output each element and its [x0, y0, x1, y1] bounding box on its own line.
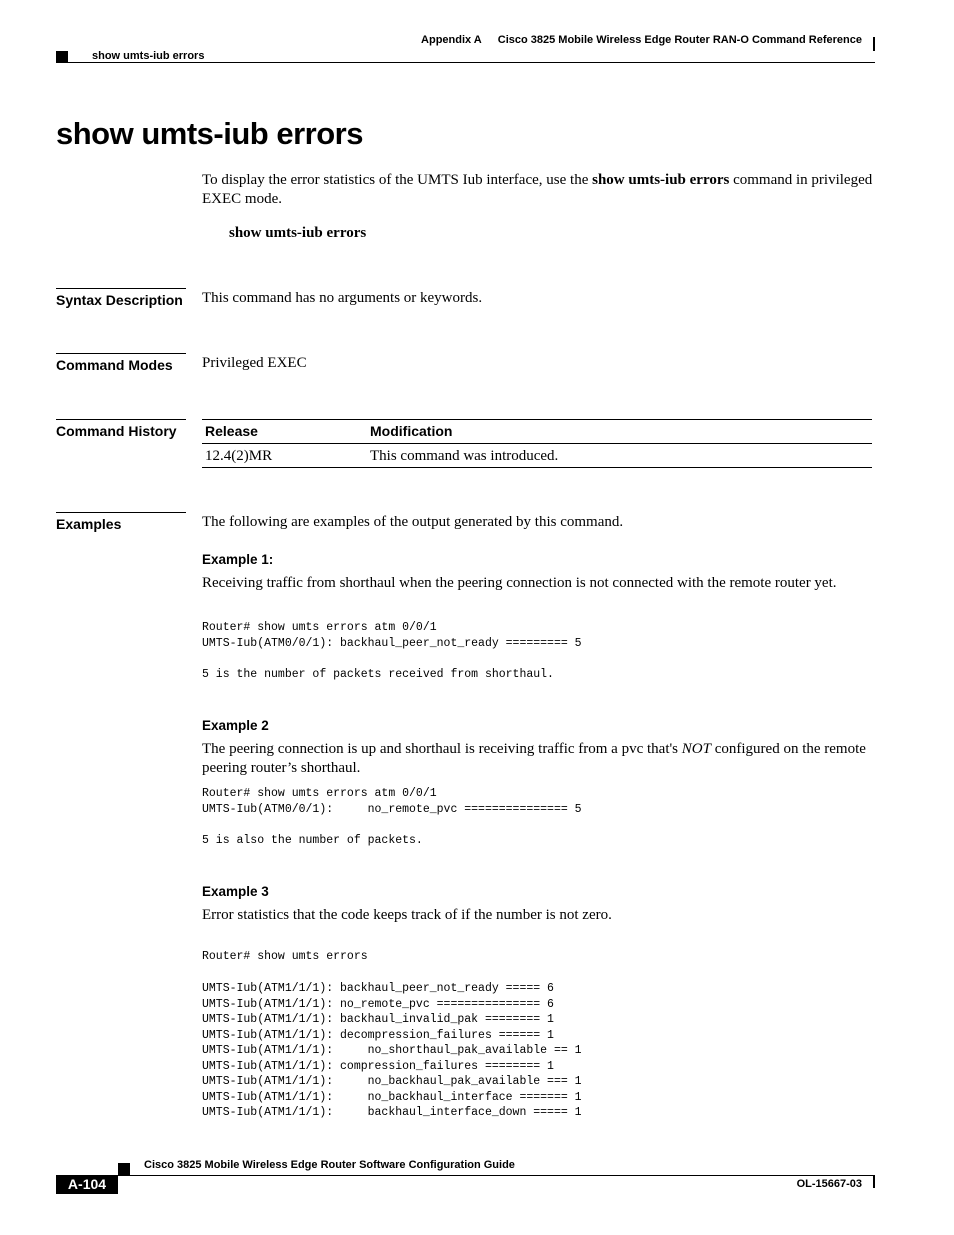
- intro-command: show umts-iub errors: [592, 172, 730, 188]
- table-row: [202, 444, 872, 467]
- header-rule: [56, 62, 875, 63]
- appendix-label: Appendix A: [421, 34, 482, 46]
- header-bar: [873, 37, 875, 51]
- example-2-code: Router# show umts errors atm 0/0/1 UMTS-Iub(ATM0/0/1): no_remote_pvc =============== 5: [202, 787, 582, 816]
- syntax-description-text: This command has no arguments or keywords.: [202, 290, 483, 306]
- running-head-command: show umts-iub errors: [92, 50, 205, 62]
- header-marker: [56, 51, 68, 62]
- example-2-text: [202, 740, 874, 778]
- example-3-heading: Example 3: [202, 884, 269, 899]
- command-history-label: Command History: [56, 419, 186, 439]
- syntax-description-label: Syntax Description: [56, 288, 186, 308]
- footer-marker: [118, 1163, 130, 1175]
- intro-paragraph: [202, 171, 874, 209]
- example-2-text-pre: The peering connection is up and shorthaul is receiving traffic from a pvc that's: [202, 741, 682, 757]
- page-number: A-104: [56, 1175, 118, 1194]
- column-header-release: Release: [205, 423, 258, 439]
- example-2-text-post: configured on the remote peering router’s shorthaul.: [202, 741, 866, 776]
- release-cell: 12.4(2)MR: [205, 448, 273, 464]
- example-2-heading: Example 2: [202, 718, 269, 733]
- modification-cell: This command was introduced.: [370, 448, 559, 464]
- footer-bar: [873, 1176, 875, 1188]
- example-3-text: Error statistics that the code keeps track of if the number is not zero.: [202, 907, 612, 923]
- intro-text-post: command in privileged EXEC mode.: [202, 172, 873, 207]
- example-1-note: 5 is the number of packets received from shorthaul.: [202, 668, 554, 681]
- command-history-table: [202, 419, 872, 468]
- column-header-modification: Modification: [370, 423, 453, 439]
- command-modes-text: Privileged EXEC: [202, 355, 307, 371]
- example-2-text-emphasis: NOT: [681, 741, 711, 757]
- footer-rule: [118, 1175, 875, 1176]
- page-title: show umts-iub errors: [56, 116, 363, 151]
- command-modes-label: Command Modes: [56, 353, 186, 373]
- document-number: OL-15667-03: [796, 1178, 862, 1190]
- examples-label: Examples: [56, 512, 186, 532]
- book-title: Cisco 3825 Mobile Wireless Edge Router RAN-O Command Reference: [497, 34, 862, 46]
- example-3-output: UMTS-Iub(ATM1/1/1): backhaul_peer_not_ready ===== 6 UMTS-Iub(ATM1/1/1): no_remote_pvc =============== 6 UMTS-Iub(ATM1/1/1): backhaul_invalid_pak ======== 1 UMTS-Iub(ATM1/1/1): decompression_failures ====== 1 UMTS-Iub(ATM1/1/1): no_shorthaul_pak_available == 1 UMTS-Iub(ATM1/1/1): compression_failures ======== 1 UMTS-Iub(ATM1/1/1): no_backhaul_pak_available === 1 UMTS-Iub(ATM1/1/1): no_backhaul_interface ======= 1 UMTS-Iub(ATM1/1/1): backhaul_interface_down ===== 1: [202, 982, 582, 1119]
- example-1-code: Router# show umts errors atm 0/0/1 UMTS-Iub(ATM0/0/1): backhaul_peer_not_ready ========= 5: [202, 621, 582, 650]
- running-header: [421, 34, 862, 46]
- intro-text-pre: To display the error statistics of the UMTS Iub interface, use the: [202, 172, 593, 188]
- example-1-text: Receiving traffic from shorthaul when the peering connection is not connected with the remote router yet.: [202, 575, 837, 591]
- footer-guide-title: Cisco 3825 Mobile Wireless Edge Router Software Configuration Guide: [144, 1159, 515, 1171]
- example-3-command: Router# show umts errors: [202, 950, 368, 963]
- example-1-heading: Example 1:: [202, 552, 274, 567]
- examples-intro: The following are examples of the output generated by this command.: [202, 514, 624, 530]
- table-header-row: [202, 420, 872, 444]
- example-2-note: 5 is also the number of packets.: [202, 834, 423, 847]
- syntax-line: show umts-iub errors: [229, 225, 367, 241]
